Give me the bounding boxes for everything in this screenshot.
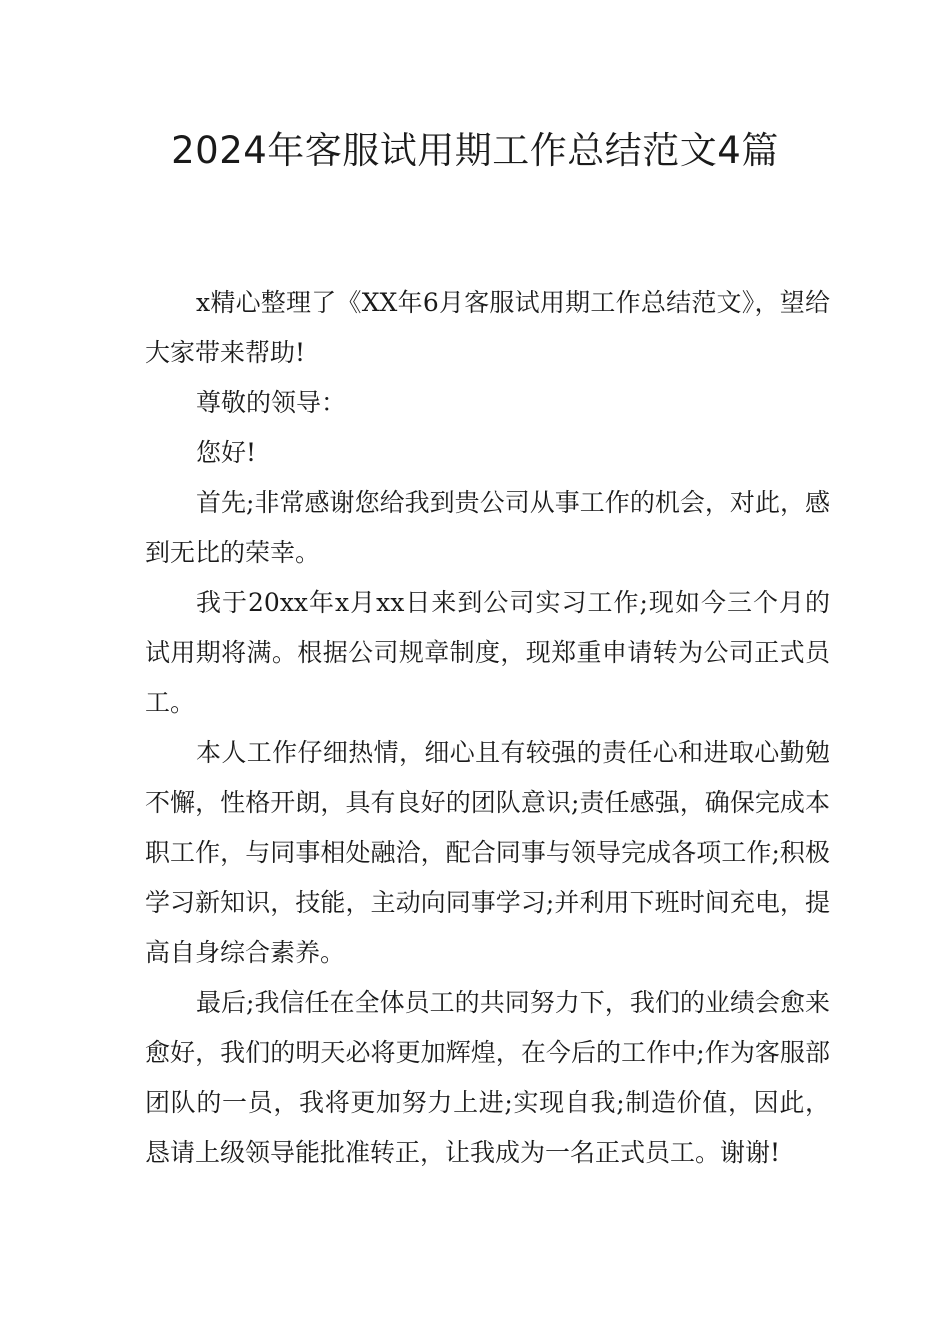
paragraph-thanks: 首先;非常感谢您给我到贵公司从事工作的机会，对此，感到无比的荣幸。 xyxy=(145,488,830,567)
paragraph-salutation: 尊敬的领导： xyxy=(196,388,347,417)
paragraph-greeting: 您好! xyxy=(196,438,257,467)
document-body xyxy=(145,278,830,1178)
document-title: 2024年客服试用期工作总结范文4篇 xyxy=(171,129,779,172)
paragraph-application: 我于20xx年x月xx日来到公司实习工作;现如今三个月的试用期将满。根据公司规章制度，现郑重申请转为公司正式员工。 xyxy=(145,588,830,717)
paragraph-self-assessment: 本人工作仔细热情，细心且有较强的责任心和进取心勤勉不懈，性格开朗，具有良好的团队意识;责任感强，确保完成本职工作，与同事相处融洽，配合同事与领导完成各项工作;积极学习新知识，技能，主动向同事学习;并利用下班时间充电，提高自身综合素养。 xyxy=(145,738,830,967)
paragraph-intro: x精心整理了《XX年6月客服试用期工作总结范文》，望给大家带来帮助! xyxy=(145,288,830,367)
paragraph-closing: 最后;我信任在全体员工的共同努力下，我们的业绩会愈来愈好，我们的明天必将更加辉煌，在今后的工作中;作为客服部团队的一员，我将更加努力上进;实现自我;制造价值，因此，恳请上级领导能批准转正，让我成为一名正式员工。谢谢! xyxy=(145,988,830,1167)
